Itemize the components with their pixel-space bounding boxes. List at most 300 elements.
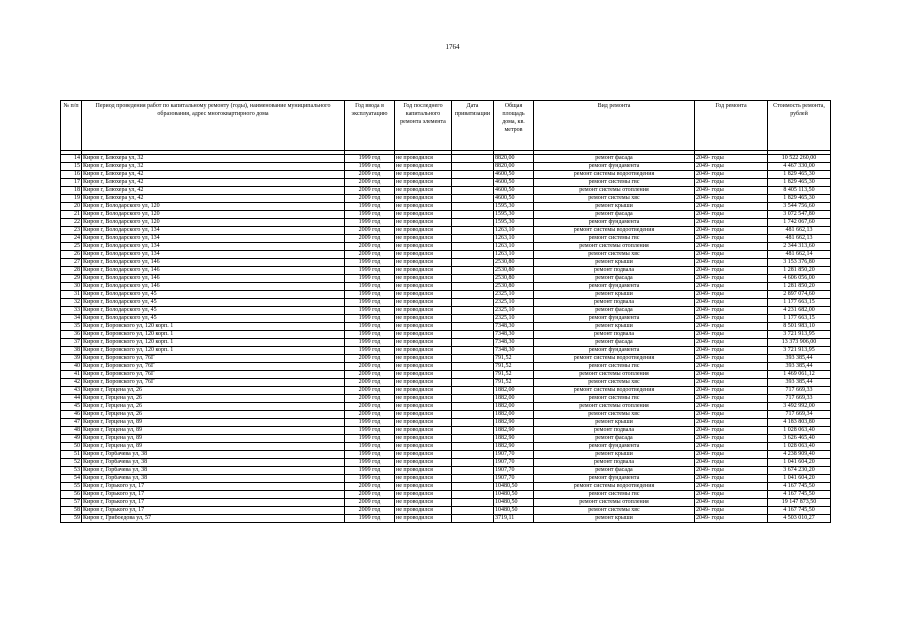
row-repair-year: 2049- годы	[695, 187, 768, 195]
row-last-repair: не проводился	[395, 267, 452, 275]
row-repair-year: 2049- годы	[695, 483, 768, 491]
row-cost: 1 177 663,15	[768, 315, 831, 323]
row-num: 42	[61, 379, 82, 387]
row-privatization	[452, 451, 494, 459]
row-repair-year: 2049- годы	[695, 299, 768, 307]
row-repair-kind: ремонт фундамента	[534, 283, 695, 291]
row-privatization	[452, 227, 494, 235]
row-last-repair: не проводился	[395, 475, 452, 483]
row-num: 50	[61, 443, 82, 451]
row-last-repair: не проводился	[395, 363, 452, 371]
row-last-repair: не проводился	[395, 427, 452, 435]
row-repair-kind: ремонт системы отопления	[534, 403, 695, 411]
row-privatization	[452, 371, 494, 379]
row-area: 2530,80	[494, 267, 534, 275]
row-privatization	[452, 315, 494, 323]
row-privatization	[452, 491, 494, 499]
row-cost: 1 829 465,30	[768, 171, 831, 179]
row-last-repair: не проводился	[395, 179, 452, 187]
table-row	[61, 283, 831, 291]
row-area: 8820,00	[494, 163, 534, 171]
row-repair-kind: ремонт крыши	[534, 419, 695, 427]
row-last-repair: не проводился	[395, 251, 452, 259]
row-area: 1595,30	[494, 203, 534, 211]
row-num: 22	[61, 219, 82, 227]
table-row	[61, 267, 831, 275]
row-year-built: 1999 год	[345, 515, 395, 523]
row-last-repair: не проводился	[395, 291, 452, 299]
row-year-built: 2009 год	[345, 499, 395, 507]
row-area: 10480,50	[494, 483, 534, 491]
row-last-repair: не проводился	[395, 243, 452, 251]
row-year-built: 2009 год	[345, 235, 395, 243]
header-address: Период проведения работ по капитальному ремонту (годы), наименование муниципального образования, адрес многоквартирного дома	[82, 101, 345, 151]
table-row	[61, 459, 831, 467]
row-cost: 717 669,33	[768, 395, 831, 403]
row-address: Киров г, Горбачева ул, 38	[82, 475, 345, 483]
row-last-repair: не проводился	[395, 195, 452, 203]
row-area: 10480,50	[494, 499, 534, 507]
row-area: 2325,10	[494, 307, 534, 315]
table-row	[61, 307, 831, 315]
row-last-repair: не проводился	[395, 331, 452, 339]
row-address: Киров г, Блюхера ул, 42	[82, 187, 345, 195]
row-year-built: 1999 год	[345, 459, 395, 467]
row-repair-year: 2049- годы	[695, 347, 768, 355]
row-area: 2325,10	[494, 291, 534, 299]
row-privatization	[452, 259, 494, 267]
row-year-built: 2009 год	[345, 403, 395, 411]
row-area: 1263,10	[494, 235, 534, 243]
row-cost: 1 177 663,15	[768, 299, 831, 307]
row-repair-year: 2049- годы	[695, 467, 768, 475]
table-row	[61, 259, 831, 267]
row-repair-year: 2049- годы	[695, 243, 768, 251]
table-row	[61, 275, 831, 283]
row-last-repair: не проводился	[395, 171, 452, 179]
page-number: 1764	[445, 43, 460, 51]
row-num: 57	[61, 499, 82, 507]
row-address: Киров г, Горького ул, 17	[82, 507, 345, 515]
table-row	[61, 403, 831, 411]
row-address: Киров г, Герцена ул, 89	[82, 435, 345, 443]
row-repair-year: 2049- годы	[695, 395, 768, 403]
row-privatization	[452, 163, 494, 171]
row-cost: 4 167 745,50	[768, 483, 831, 491]
row-num: 37	[61, 339, 82, 347]
row-address: Киров г, Володарского ул, 45	[82, 307, 345, 315]
row-last-repair: не проводился	[395, 203, 452, 211]
row-area: 2530,80	[494, 283, 534, 291]
row-year-built: 2009 год	[345, 411, 395, 419]
row-repair-kind: ремонт фундамента	[534, 163, 695, 171]
row-area: 1907,70	[494, 475, 534, 483]
table-row	[61, 387, 831, 395]
row-cost: 4 467 330,00	[768, 163, 831, 171]
row-repair-kind: ремонт фасада	[534, 467, 695, 475]
row-last-repair: не проводился	[395, 275, 452, 283]
row-repair-year: 2049- годы	[695, 251, 768, 259]
row-repair-year: 2049- годы	[695, 307, 768, 315]
row-cost: 3 721 913,95	[768, 331, 831, 339]
row-last-repair: не проводился	[395, 283, 452, 291]
row-cost: 481 662,13	[768, 227, 831, 235]
row-address: Киров г, Воровского ул, 76Г	[82, 371, 345, 379]
row-repair-year: 2049- годы	[695, 227, 768, 235]
table-row	[61, 195, 831, 203]
row-last-repair: не проводился	[395, 219, 452, 227]
table-row	[61, 371, 831, 379]
row-address: Киров г, Горького ул, 17	[82, 491, 345, 499]
row-privatization	[452, 187, 494, 195]
row-address: Киров г, Воровского ул, 76Г	[82, 355, 345, 363]
row-num: 39	[61, 355, 82, 363]
row-num: 41	[61, 371, 82, 379]
row-address: Киров г, Володарского ул, 146	[82, 275, 345, 283]
row-repair-kind: ремонт системы отопления	[534, 371, 695, 379]
row-cost: 3 544 756,60	[768, 203, 831, 211]
row-cost: 3 153 376,80	[768, 259, 831, 267]
row-cost: 19 147 873,50	[768, 499, 831, 507]
row-address: Киров г, Володарского ул, 134	[82, 227, 345, 235]
row-last-repair: не проводился	[395, 235, 452, 243]
row-num: 34	[61, 315, 82, 323]
table-row	[61, 451, 831, 459]
row-cost: 4 238 909,40	[768, 451, 831, 459]
row-repair-year: 2049- годы	[695, 419, 768, 427]
row-last-repair: не проводился	[395, 467, 452, 475]
repair-schedule-table	[60, 100, 831, 523]
row-address: Киров г, Горбачева ул, 38	[82, 467, 345, 475]
row-repair-year: 2049- годы	[695, 435, 768, 443]
row-last-repair: не проводился	[395, 483, 452, 491]
row-repair-year: 2049- годы	[695, 291, 768, 299]
row-cost: 4 167 745,50	[768, 491, 831, 499]
row-cost: 1 281 850,20	[768, 283, 831, 291]
row-year-built: 2009 год	[345, 251, 395, 259]
row-area: 791,52	[494, 371, 534, 379]
row-area: 10480,50	[494, 491, 534, 499]
row-area: 791,52	[494, 379, 534, 387]
row-year-built: 2009 год	[345, 227, 395, 235]
row-privatization	[452, 299, 494, 307]
row-num: 27	[61, 259, 82, 267]
row-address: Киров г, Володарского ул, 45	[82, 299, 345, 307]
row-address: Киров г, Герцена ул, 26	[82, 387, 345, 395]
row-year-built: 1999 год	[345, 307, 395, 315]
row-privatization	[452, 419, 494, 427]
row-repair-year: 2049- годы	[695, 451, 768, 459]
row-address: Киров г, Горбачева ул, 38	[82, 459, 345, 467]
row-address: Киров г, Володарского ул, 120	[82, 219, 345, 227]
row-address: Киров г, Воровского ул, 120 корп. 1	[82, 331, 345, 339]
row-last-repair: не проводился	[395, 419, 452, 427]
header-area: Общая площадь дома, кв. метров	[494, 101, 534, 151]
row-year-built: 1999 год	[345, 283, 395, 291]
row-repair-kind: ремонт крыши	[534, 451, 695, 459]
row-area: 1907,70	[494, 451, 534, 459]
row-repair-kind: ремонт фундамента	[534, 315, 695, 323]
row-privatization	[452, 483, 494, 491]
table-row	[61, 251, 831, 259]
row-repair-kind: ремонт подвала	[534, 427, 695, 435]
row-repair-year: 2049- годы	[695, 211, 768, 219]
row-privatization	[452, 323, 494, 331]
row-last-repair: не проводился	[395, 187, 452, 195]
table-row	[61, 339, 831, 347]
row-address: Киров г, Герцена ул, 89	[82, 427, 345, 435]
row-repair-year: 2049- годы	[695, 355, 768, 363]
row-cost: 1 028 063,40	[768, 443, 831, 451]
row-num: 30	[61, 283, 82, 291]
row-last-repair: не проводился	[395, 379, 452, 387]
row-repair-kind: ремонт фундамента	[534, 219, 695, 227]
row-area: 4600,50	[494, 187, 534, 195]
row-address: Киров г, Володарского ул, 146	[82, 267, 345, 275]
table-header-row	[61, 101, 831, 151]
row-year-built: 1999 год	[345, 443, 395, 451]
row-privatization	[452, 467, 494, 475]
row-privatization	[452, 515, 494, 523]
row-repair-kind: ремонт крыши	[534, 203, 695, 211]
table-row	[61, 171, 831, 179]
row-last-repair: не проводился	[395, 347, 452, 355]
row-repair-kind: ремонт подвала	[534, 299, 695, 307]
table-body	[61, 151, 831, 523]
row-area: 1907,70	[494, 459, 534, 467]
row-repair-year: 2049- годы	[695, 315, 768, 323]
row-num: 58	[61, 507, 82, 515]
row-num: 40	[61, 363, 82, 371]
row-num: 25	[61, 243, 82, 251]
row-year-built: 1999 год	[345, 315, 395, 323]
row-area: 2325,10	[494, 315, 534, 323]
row-num: 20	[61, 203, 82, 211]
row-year-built: 1999 год	[345, 275, 395, 283]
row-privatization	[452, 179, 494, 187]
row-cost: 10 522 260,00	[768, 155, 831, 163]
row-address: Киров г, Воровского ул, 76Г	[82, 379, 345, 387]
row-cost: 1 041 604,20	[768, 459, 831, 467]
row-repair-kind: ремонт фундамента	[534, 347, 695, 355]
row-num: 56	[61, 491, 82, 499]
table-row	[61, 203, 831, 211]
row-num: 52	[61, 459, 82, 467]
row-area: 1882,00	[494, 411, 534, 419]
row-address: Киров г, Герцена ул, 26	[82, 403, 345, 411]
row-cost: 4 183 803,80	[768, 419, 831, 427]
row-year-built: 1999 год	[345, 323, 395, 331]
header-cost: Стоимость ремонта, рублей	[768, 101, 831, 151]
row-address: Киров г, Володарского ул, 146	[82, 283, 345, 291]
row-last-repair: не проводился	[395, 155, 452, 163]
row-num: 48	[61, 427, 82, 435]
table-row	[61, 187, 831, 195]
row-num: 15	[61, 163, 82, 171]
table-row	[61, 315, 831, 323]
row-num: 23	[61, 227, 82, 235]
row-cost: 4 167 745,50	[768, 507, 831, 515]
row-area: 1263,10	[494, 243, 534, 251]
row-repair-year: 2049- годы	[695, 491, 768, 499]
row-privatization	[452, 427, 494, 435]
row-last-repair: не проводился	[395, 227, 452, 235]
table-row	[61, 483, 831, 491]
table-row	[61, 235, 831, 243]
table-row	[61, 419, 831, 427]
row-last-repair: не проводился	[395, 459, 452, 467]
row-num: 17	[61, 179, 82, 187]
row-area: 7348,30	[494, 331, 534, 339]
table-row	[61, 443, 831, 451]
row-cost: 717 669,34	[768, 411, 831, 419]
row-repair-kind: ремонт системы водоотведения	[534, 171, 695, 179]
row-num: 31	[61, 291, 82, 299]
row-privatization	[452, 155, 494, 163]
row-repair-kind: ремонт крыши	[534, 291, 695, 299]
row-repair-year: 2049- годы	[695, 155, 768, 163]
row-num: 47	[61, 419, 82, 427]
row-repair-year: 2049- годы	[695, 235, 768, 243]
row-repair-kind: ремонт крыши	[534, 515, 695, 523]
row-repair-year: 2049- годы	[695, 195, 768, 203]
table-row	[61, 435, 831, 443]
row-year-built: 1999 год	[345, 163, 395, 171]
row-repair-kind: ремонт системы отопления	[534, 243, 695, 251]
row-year-built: 2009 год	[345, 195, 395, 203]
table-row	[61, 467, 831, 475]
row-address: Киров г, Володарского ул, 120	[82, 203, 345, 211]
row-repair-year: 2049- годы	[695, 499, 768, 507]
table-row	[61, 163, 831, 171]
row-privatization	[452, 347, 494, 355]
row-repair-kind: ремонт подвала	[534, 331, 695, 339]
row-year-built: 1999 год	[345, 331, 395, 339]
row-cost: 1 829 465,30	[768, 179, 831, 187]
table-row	[61, 331, 831, 339]
table-row	[61, 499, 831, 507]
row-repair-year: 2049- годы	[695, 283, 768, 291]
row-privatization	[452, 203, 494, 211]
row-privatization	[452, 379, 494, 387]
row-area: 7348,30	[494, 339, 534, 347]
row-repair-year: 2049- годы	[695, 459, 768, 467]
row-area: 791,52	[494, 355, 534, 363]
row-year-built: 2009 год	[345, 379, 395, 387]
row-year-built: 2009 год	[345, 491, 395, 499]
row-repair-kind: ремонт системы водоотведения	[534, 483, 695, 491]
row-address: Киров г, Володарского ул, 134	[82, 251, 345, 259]
row-area: 1882,00	[494, 395, 534, 403]
row-year-built: 1999 год	[345, 267, 395, 275]
row-cost: 4 606 056,00	[768, 275, 831, 283]
row-year-built: 1999 год	[345, 451, 395, 459]
row-area: 1595,30	[494, 211, 534, 219]
row-privatization	[452, 331, 494, 339]
row-num: 18	[61, 187, 82, 195]
row-repair-kind: ремонт подвала	[534, 459, 695, 467]
row-cost: 1 742 067,60	[768, 219, 831, 227]
row-year-built: 2009 год	[345, 355, 395, 363]
row-repair-year: 2049- годы	[695, 267, 768, 275]
table-row	[61, 475, 831, 483]
table-row	[61, 299, 831, 307]
row-repair-kind: ремонт системы гвс	[534, 235, 695, 243]
row-area: 1882,00	[494, 387, 534, 395]
row-address: Киров г, Володарского ул, 134	[82, 243, 345, 251]
row-privatization	[452, 211, 494, 219]
row-cost: 717 669,33	[768, 387, 831, 395]
table-row	[61, 155, 831, 163]
row-repair-year: 2049- годы	[695, 219, 768, 227]
row-num: 45	[61, 403, 82, 411]
row-address: Киров г, Блюхера ул, 32	[82, 163, 345, 171]
row-privatization	[452, 219, 494, 227]
row-repair-kind: ремонт крыши	[534, 259, 695, 267]
row-repair-year: 2049- годы	[695, 403, 768, 411]
row-area: 1882,00	[494, 403, 534, 411]
row-year-built: 2009 год	[345, 387, 395, 395]
row-area: 1595,30	[494, 219, 534, 227]
row-num: 55	[61, 483, 82, 491]
row-cost: 393 385,44	[768, 355, 831, 363]
row-privatization	[452, 243, 494, 251]
row-last-repair: не проводился	[395, 491, 452, 499]
row-address: Киров г, Блюхера ул, 42	[82, 171, 345, 179]
header-repair-kind: Вид ремонта	[534, 101, 695, 151]
row-privatization	[452, 411, 494, 419]
row-repair-year: 2049- годы	[695, 443, 768, 451]
row-address: Киров г, Блюхера ул, 42	[82, 195, 345, 203]
row-cost: 481 662,14	[768, 251, 831, 259]
row-address: Киров г, Володарского ул, 120	[82, 211, 345, 219]
row-cost: 4 503 010,27	[768, 515, 831, 523]
row-address: Киров г, Володарского ул, 45	[82, 291, 345, 299]
row-num: 19	[61, 195, 82, 203]
row-num: 21	[61, 211, 82, 219]
row-repair-kind: ремонт системы отопления	[534, 499, 695, 507]
row-last-repair: не проводился	[395, 371, 452, 379]
table-row	[61, 323, 831, 331]
row-repair-year: 2049- годы	[695, 379, 768, 387]
row-address: Киров г, Воровского ул, 120 корп. 1	[82, 347, 345, 355]
row-last-repair: не проводился	[395, 387, 452, 395]
row-area: 4600,50	[494, 195, 534, 203]
row-repair-kind: ремонт фасада	[534, 211, 695, 219]
row-repair-kind: ремонт фасада	[534, 339, 695, 347]
table-row	[61, 507, 831, 515]
row-num: 54	[61, 475, 82, 483]
row-area: 1882,90	[494, 435, 534, 443]
row-num: 44	[61, 395, 82, 403]
row-num: 29	[61, 275, 82, 283]
row-repair-kind: ремонт фундамента	[534, 443, 695, 451]
row-year-built: 1999 год	[345, 347, 395, 355]
row-year-built: 2009 год	[345, 179, 395, 187]
row-num: 14	[61, 155, 82, 163]
row-area: 4600,50	[494, 179, 534, 187]
table-row	[61, 363, 831, 371]
row-year-built: 2009 год	[345, 395, 395, 403]
row-address: Киров г, Володарского ул, 45	[82, 315, 345, 323]
row-cost: 481 662,13	[768, 235, 831, 243]
row-address: Киров г, Володарского ул, 134	[82, 235, 345, 243]
row-last-repair: не проводился	[395, 435, 452, 443]
row-year-built: 1999 год	[345, 291, 395, 299]
row-repair-year: 2049- годы	[695, 171, 768, 179]
row-repair-kind: ремонт фасада	[534, 435, 695, 443]
row-year-built: 2009 год	[345, 483, 395, 491]
